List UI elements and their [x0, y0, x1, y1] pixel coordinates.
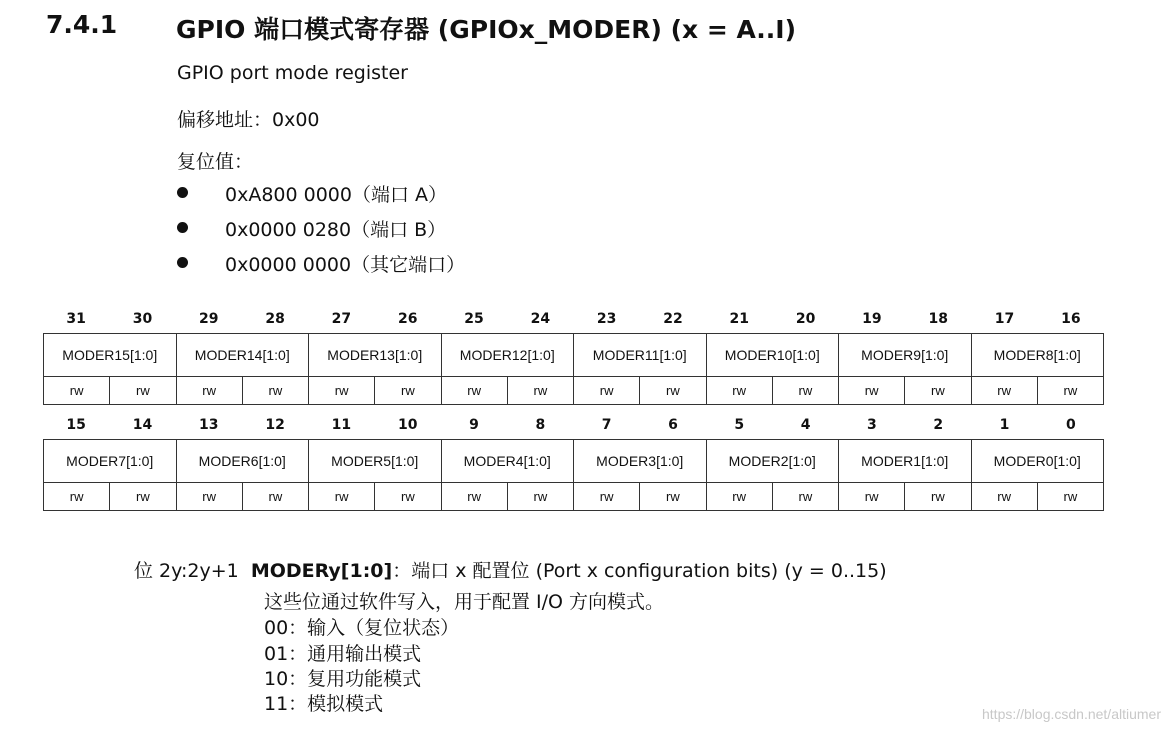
- field-cell: MODER7[1:0]: [44, 440, 177, 483]
- access-cell: rw: [839, 377, 905, 405]
- bit-number: 18: [928, 311, 948, 327]
- section-title: GPIO 端口模式寄存器 (GPIOx_MODER) (x = A..I): [176, 15, 797, 44]
- bit-number: 1: [999, 417, 1010, 433]
- bit-number: 13: [199, 417, 219, 433]
- access-cell: rw: [1037, 377, 1103, 405]
- field-cell: MODER5[1:0]: [309, 440, 442, 483]
- access-cell: rw: [574, 483, 640, 511]
- bit-number: 29: [199, 311, 219, 327]
- lower-register-table: [43, 439, 1104, 511]
- field-cell: MODER8[1:0]: [971, 334, 1104, 377]
- bit-number: 11: [331, 417, 352, 433]
- bit-number: 28: [265, 311, 285, 327]
- bullet-dot-icon: [177, 187, 188, 198]
- access-cell: rw: [309, 483, 375, 511]
- bit-number: 25: [464, 311, 484, 327]
- access-cell: rw: [44, 377, 110, 405]
- access-cell: rw: [176, 483, 242, 511]
- bit-number: 23: [596, 311, 617, 327]
- bit-number: 15: [66, 417, 86, 433]
- access-cell: rw: [507, 377, 573, 405]
- access-cell: rw: [905, 483, 971, 511]
- access-row: [44, 377, 1104, 405]
- bit-number: 6: [668, 417, 678, 433]
- field-cell: MODER6[1:0]: [176, 440, 309, 483]
- bit-number: 5: [734, 417, 745, 433]
- register-english-name: GPIO port mode register: [177, 62, 408, 84]
- access-cell: rw: [242, 483, 308, 511]
- bullet-dot-icon: [177, 257, 188, 268]
- field-cell: MODER0[1:0]: [971, 440, 1104, 483]
- bit-number: 3: [867, 417, 877, 433]
- access-cell: rw: [441, 377, 507, 405]
- access-cell: rw: [375, 483, 441, 511]
- access-cell: rw: [640, 483, 706, 511]
- bit-number: 16: [1061, 311, 1081, 327]
- field-cell: MODER4[1:0]: [441, 440, 574, 483]
- field-cell: MODER13[1:0]: [309, 334, 442, 377]
- field-cell: MODER12[1:0]: [441, 334, 574, 377]
- mode-10-line: 10：复用功能模式: [264, 668, 422, 690]
- access-cell: rw: [375, 377, 441, 405]
- bit-number: 9: [469, 417, 479, 433]
- bit-range: 位 2y:2y+1: [134, 560, 239, 582]
- bit-number: 0: [1065, 417, 1076, 433]
- access-cell: rw: [507, 483, 573, 511]
- bit-number: 14: [132, 417, 153, 433]
- access-cell: rw: [441, 483, 507, 511]
- field-description: ：端口 x 配置位 (Port x configuration bits) (y = 0..15): [392, 560, 887, 582]
- mode-01-line: 01：通用输出模式: [264, 643, 422, 665]
- reset-value-item: 0x0000 0280（端口 B）: [225, 219, 447, 241]
- upper-register-table: [43, 333, 1104, 405]
- field-cell: MODER9[1:0]: [839, 334, 972, 377]
- bit-number: 7: [601, 417, 612, 433]
- access-cell: rw: [44, 483, 110, 511]
- field-cell: MODER2[1:0]: [706, 440, 839, 483]
- bit-number: 17: [994, 311, 1015, 327]
- bit-number: 19: [862, 311, 882, 327]
- access-cell: rw: [242, 377, 308, 405]
- field-cell: MODER1[1:0]: [839, 440, 972, 483]
- bit-number: 27: [331, 311, 352, 327]
- bit-number: 26: [397, 311, 418, 327]
- mode-11-line: 11：模拟模式: [264, 693, 384, 715]
- field-cell: MODER10[1:0]: [706, 334, 839, 377]
- bit-number: 30: [132, 311, 153, 327]
- reset-value-label: 复位值：: [177, 151, 254, 173]
- upper-bit-numbers: [43, 308, 1104, 330]
- access-cell: rw: [839, 483, 905, 511]
- bit-number: 24: [530, 311, 551, 327]
- bit-number: 4: [800, 417, 811, 433]
- description-line: 这些位通过软件写入，用于配置 I/O 方向模式。: [264, 591, 665, 613]
- access-cell: rw: [971, 483, 1037, 511]
- register-offset: 偏移地址：0x00: [177, 109, 320, 131]
- field-cell: MODER14[1:0]: [176, 334, 309, 377]
- lower-bit-numbers: [43, 414, 1104, 436]
- bit-number: 31: [66, 311, 86, 327]
- reset-value-item: 0xA800 0000（端口 A）: [225, 184, 448, 206]
- bit-description-heading: [134, 556, 887, 583]
- access-cell: rw: [309, 377, 375, 405]
- mode-00-line: 00：输入（复位状态）: [264, 617, 460, 639]
- section-number: 7.4.1: [46, 10, 118, 39]
- field-row: [44, 440, 1104, 483]
- field-row: [44, 334, 1104, 377]
- access-cell: rw: [706, 377, 772, 405]
- access-cell: rw: [640, 377, 706, 405]
- bit-number: 21: [729, 311, 750, 327]
- access-row: [44, 483, 1104, 511]
- field-cell: MODER15[1:0]: [44, 334, 177, 377]
- access-cell: rw: [772, 377, 838, 405]
- access-cell: rw: [176, 377, 242, 405]
- access-cell: rw: [110, 377, 176, 405]
- bit-number: 8: [535, 417, 546, 433]
- bit-number: 20: [795, 311, 816, 327]
- bit-number: 10: [397, 417, 418, 433]
- access-cell: rw: [110, 483, 176, 511]
- watermark: https://blog.csdn.net/altiumer: [982, 706, 1161, 722]
- access-cell: rw: [706, 483, 772, 511]
- access-cell: rw: [971, 377, 1037, 405]
- bit-number: 2: [933, 417, 944, 433]
- field-cell: MODER3[1:0]: [574, 440, 707, 483]
- field-cell: MODER11[1:0]: [574, 334, 707, 377]
- access-cell: rw: [574, 377, 640, 405]
- access-cell: rw: [905, 377, 971, 405]
- access-cell: rw: [772, 483, 838, 511]
- bit-number: 22: [663, 311, 683, 327]
- access-cell: rw: [1037, 483, 1103, 511]
- bullet-dot-icon: [177, 222, 188, 233]
- reset-value-item: 0x0000 0000（其它端口）: [225, 254, 466, 276]
- bit-number: 12: [265, 417, 285, 433]
- field-name: MODERy[1:0]: [250, 560, 393, 582]
